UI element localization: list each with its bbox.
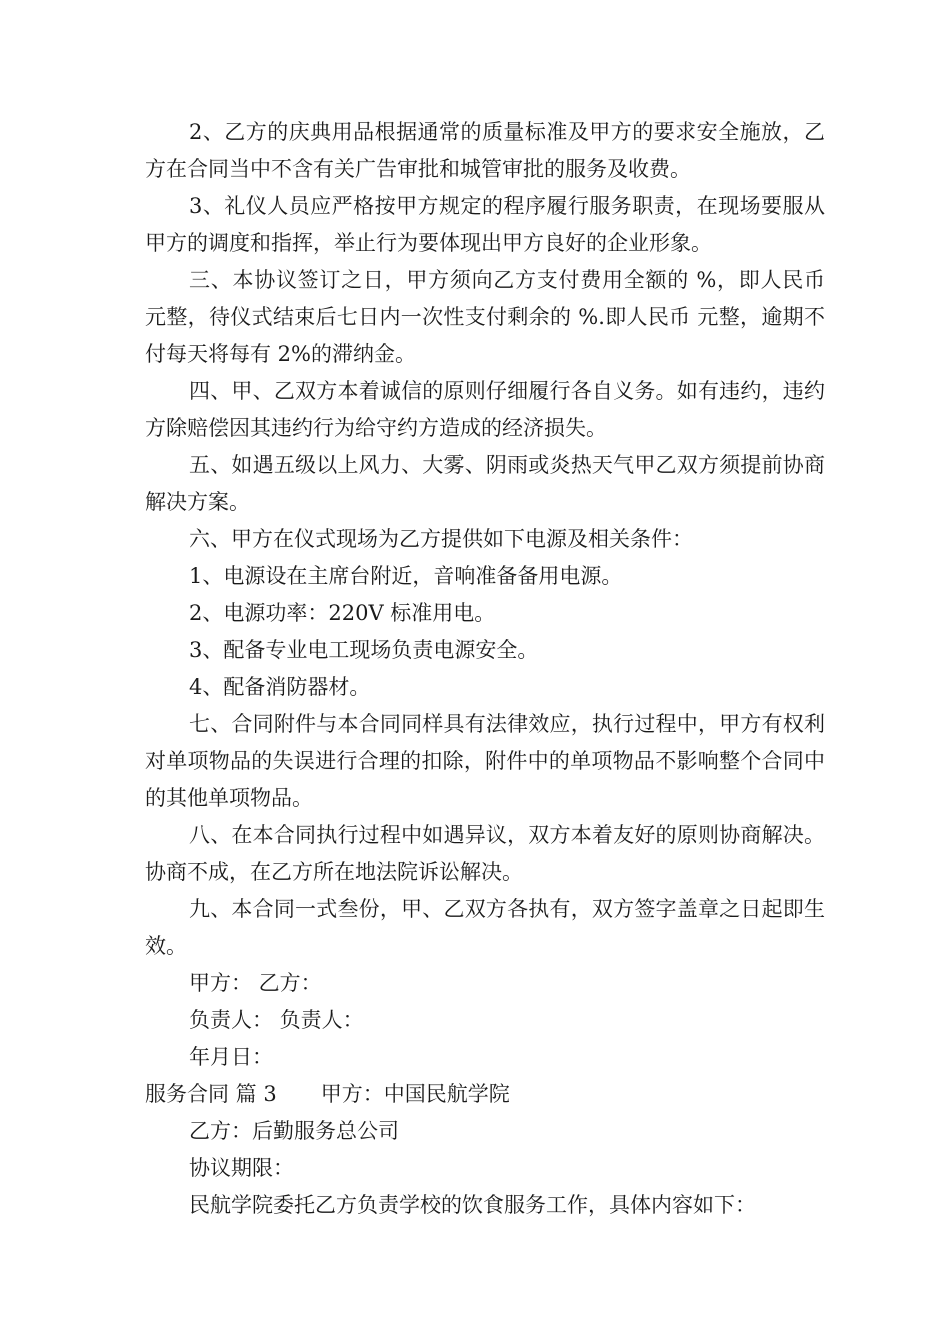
section-first-line: 甲方：中国民航学院 — [320, 1082, 510, 1106]
section-heading-line — [145, 1076, 825, 1113]
paragraph: 乙方：后勤服务总公司 — [189, 1119, 399, 1143]
paragraph: 六、甲方在仪式现场为乙方提供如下电源及相关条件： — [189, 527, 693, 551]
paragraph: 2、乙方的庆典用品根据通常的质量标准及甲方的要求安全施放，乙方在合同当中不含有关广告审批和城管审批的服务及收费。 — [145, 120, 825, 181]
signature-responsible-line: 负责人： 负责人： — [189, 1008, 364, 1032]
signature-date-line: 年月日： — [189, 1045, 273, 1069]
paragraph: 3、礼仪人员应严格按甲方规定的程序履行服务职责，在现场要服从甲方的调度和指挥，举止行为要体现出甲方良好的企业形象。 — [145, 194, 825, 255]
paragraph: 四、甲、乙双方本着诚信的原则仔细履行各自义务。如有违约，违约方除赔偿因其违约行为给守约方造成的经济损失。 — [145, 379, 825, 440]
signature-party-line: 甲方： 乙方： — [189, 971, 322, 995]
paragraph: 4、配备消防器材。 — [189, 675, 371, 699]
paragraph: 协议期限： — [189, 1156, 294, 1180]
paragraph: 1、电源设在主席台附近，音响准备备用电源。 — [189, 564, 623, 588]
paragraph: 七、合同附件与本合同同样具有法律效应，执行过程中，甲方有权利对单项物品的失误进行合理的扣除，附件中的单项物品不影响整个合同中的其他单项物品。 — [145, 712, 825, 810]
document-body — [145, 114, 825, 1224]
paragraph: 三、本协议签订之日，甲方须向乙方支付费用全额的 %，即人民币 元整，待仪式结束后七日内一次性支付剩余的 %.即人民币 元整，逾期不付每天将每有 2%的滞纳金。 — [145, 268, 825, 366]
paragraph: 3、配备专业电工现场负责电源安全。 — [189, 638, 539, 662]
paragraph: 九、本合同一式叁份，甲、乙双方各执有，双方签字盖章之日起即生效。 — [145, 897, 825, 958]
paragraph: 2、电源功率：220V 标准用电。 — [189, 601, 496, 625]
section-heading: 服务合同 篇 3 — [145, 1082, 277, 1106]
paragraph: 八、在本合同执行过程中如遇异议，双方本着友好的原则协商解决。协商不成，在乙方所在地法院诉讼解决。 — [145, 823, 825, 884]
paragraph: 民航学院委托乙方负责学校的饮食服务工作，具体内容如下： — [189, 1193, 756, 1217]
paragraph: 五、如遇五级以上风力、大雾、阴雨或炎热天气甲乙双方须提前协商解决方案。 — [145, 453, 825, 514]
